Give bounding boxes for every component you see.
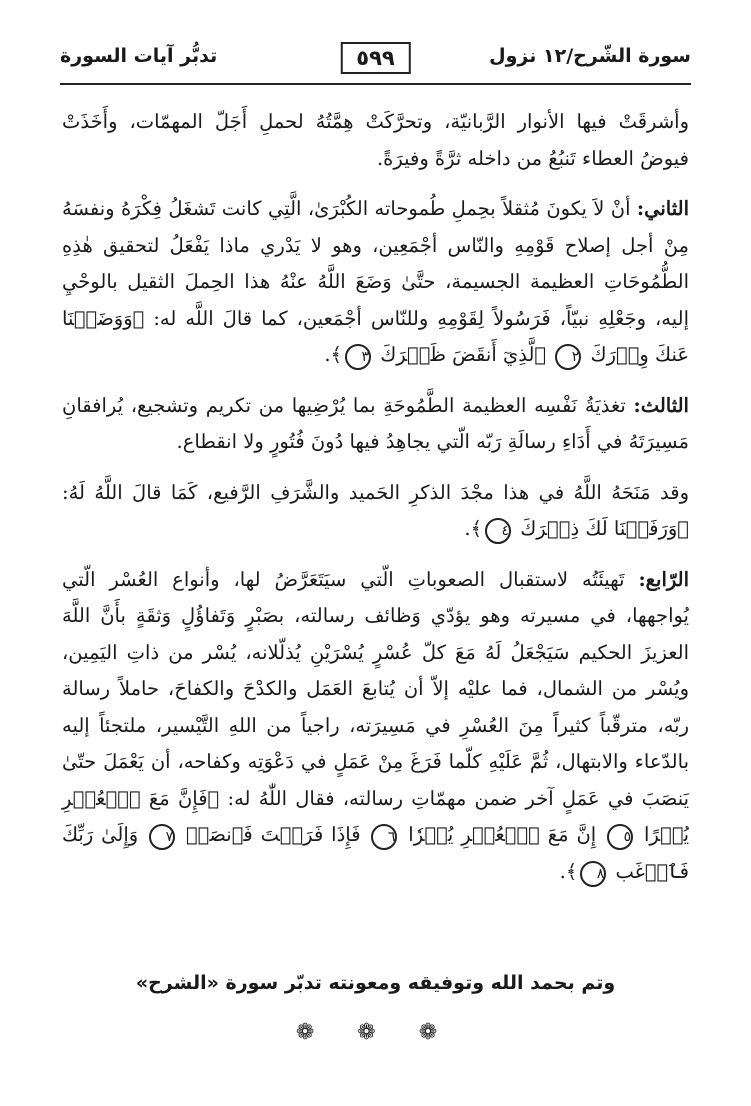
paragraph-label: الرّابع: <box>638 567 690 591</box>
quran-verse: ﴿وَوَضَعۡنَا عَنكَ وِزۡرَكَ <box>62 306 689 366</box>
quran-close: ﴾. <box>559 859 578 883</box>
paragraph-label: الثاني: <box>636 197 689 220</box>
ornament-icon: ❁ ❁ ❁ <box>295 1020 456 1045</box>
surah-title: سورة الشّرح/١٢ نزول <box>489 45 691 67</box>
page-body <box>62 104 689 904</box>
verse-number-marker: ٤ <box>485 518 511 544</box>
page-number: ٥٩٩ <box>340 42 410 74</box>
verse-number-marker: ٨ <box>580 861 606 887</box>
paragraph-text: تَهيئَتُه لاستقبال الصعوباتِ الّتي سيَتَعَرَّضُ لها، وأنواع العُسْر الّتي يُواجهها، في مسيرته وهو يؤدّي وَظائف رسالته، بصَبْرٍ وَتَفاؤُلٍ وَثقَةٍ بأَنَّ اللَّهَ العزيزَ الحكيم سَيَجْعَلُ لَهُ مَعَ كلّ عُسْرٍ يُسْرَيْنِ يُذلّلانه، يُسْر من ذاتِ اليَمِين، ويُسْر من الشمال، فما عليْه إلاّ أن يُتابعَ العَمَل والكدْحَ والكفاحَ، حاملاً رسالة ربّه، مترقّباً كثيراً مِنَ العُسْرِ في مَسِيرَته، راجياً من اللهِ التَّيْسير، ملتجئاً إليه بالدّعاء والابتهال، ثُمَّ عَلَيْهِ كلّما فَرَغَ مِنْ عَمَلٍ في دَعْوَتِه وكفاحه، أن يَعْمَلَ حتّىٰ يَنصَبَ في عَمَلٍ آخر ضمن مهمّاتِ رسالته، فقال اللّٰهُ له: <box>62 567 689 810</box>
closing-line: وتم بحمد الله وتوفيقه ومعونته تدبّر سورة «الشرح» <box>135 972 616 994</box>
paragraph-text: أنْ لاَ يكونَ مُثقلاً بحِملِ طُموحاته الكُبْرَىٰ، الَّتِي كانت تَشغَلُ فِكْرَهُ ونفسَهُ مِنْ أجل إصلاح قَوْمِهِ والنّاس أجْمَعِين، وهو لا يَدْري ماذا يَفْعَلُ لتحقيق هٰذِهِ الطُّمُوحَاتِ العظيمة الجسيمة، حتَّىٰ وَضَعَ اللَّهُ عنْهُ هذا الحِملَ الثقيل بالوحْيِ إليه، وجَعْلِهِ نبيّاً، فَرَسُولاً لِقَوْمِهِ وللنّاس أجْمَعين، كما قالَ اللَّه له: <box>62 197 689 330</box>
paragraph-intro <box>62 104 689 177</box>
header-divider <box>60 83 691 85</box>
page-header <box>60 36 691 76</box>
paragraph-text: وقد مَنَحَهُ اللَّهُ في هذا مجْدَ الذكرِ الحَميد والشَّرَفِ الرَّفيع، كَمَا قالَ اللَّهُ لَهُ: <box>62 480 689 504</box>
verse-number-marker: ٣ <box>345 344 371 370</box>
verse-number-marker: ٥ <box>607 824 633 850</box>
quran-verse: ﴿وَرَفَعۡنَا لَكَ ذِكۡرَكَ <box>520 517 689 540</box>
quran-verse: ٱلَّذِيٓ أَنقَضَ ظَهۡرَكَ <box>380 343 547 366</box>
paragraph-text: وأشرقَتْ فيها الأنوار الرَّبانيّة، وتحرَّكَتْ هِمَّتُهُ لحملِ أَجَلّ المهمّات، وأَخَذَتْ فيوضُ العطاء تَنبُعُ من داخله ثرَّةً وفيرَةً. <box>62 110 689 170</box>
verse-number-marker: ٦ <box>371 824 397 850</box>
quran-close: ﴾. <box>464 517 483 540</box>
paragraph-second <box>62 191 689 374</box>
paragraph-third-continued <box>62 475 689 548</box>
quran-verse: فَإِذَا فَرَغۡتَ فَٱنصَبۡ <box>185 823 361 846</box>
verse-number-marker: ٧ <box>149 824 175 850</box>
paragraph-fourth <box>62 562 689 891</box>
quran-verse: إِنَّ مَعَ ٱلۡعُسۡرِ يُسۡرٗا <box>408 823 597 846</box>
section-title: تدبُّر آيات السورة <box>60 45 218 67</box>
paragraph-third <box>62 388 689 461</box>
quran-verse: وَإِلَىٰ رَبِّكَ فَٱرۡغَب <box>62 823 689 883</box>
quran-close: ﴾. <box>324 343 343 366</box>
quran-verse: ﴿فَإِنَّ مَعَ ٱلۡعُسۡرِ يُسۡرًا <box>62 786 689 846</box>
paragraph-label: الثالث: <box>633 393 689 417</box>
paragraph-text: تغذيَةُ نَفْسِه العظيمة الطَّمُوحَةِ بما يُرْضِيها من تكريم وتشجيع، يُرافقانِ مَسِيرَتَهُ في أَدَاءِ رسالَةِ رَبّه الّتي يجاهِدُ فيها دُونَ فُتُورٍ ولا انقطاع. <box>62 393 689 453</box>
verse-number-marker: ٢ <box>555 344 581 370</box>
